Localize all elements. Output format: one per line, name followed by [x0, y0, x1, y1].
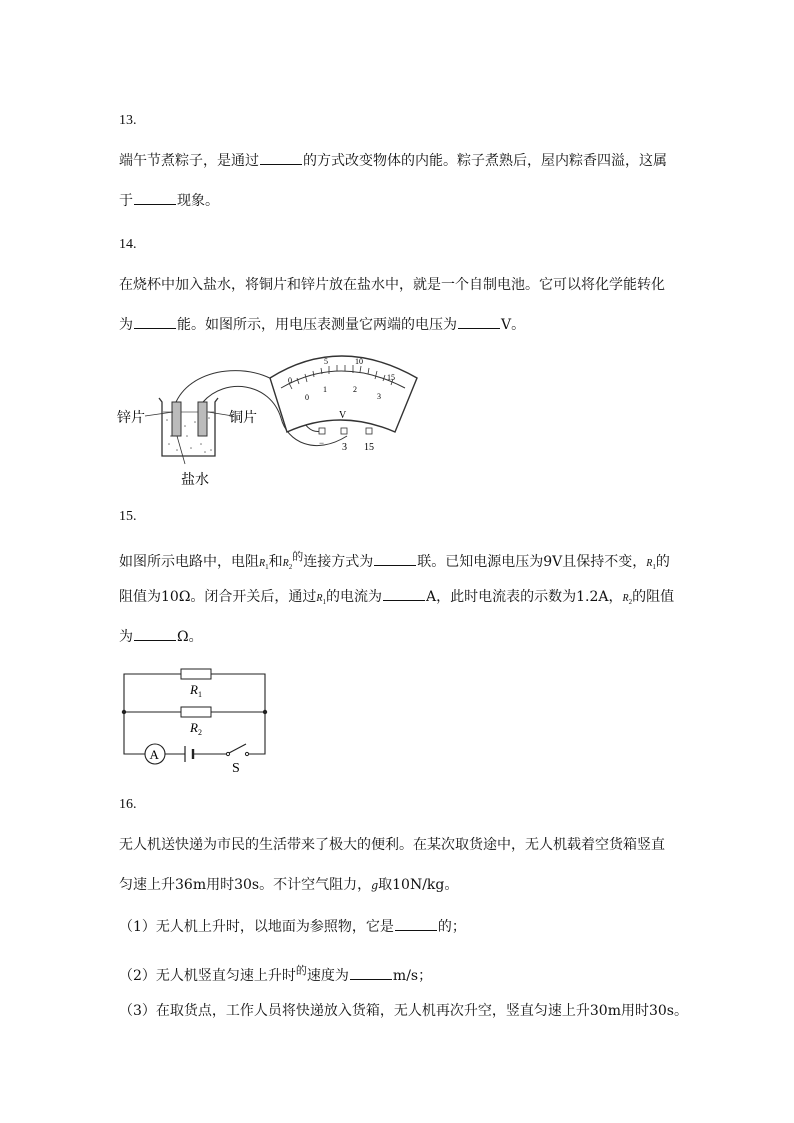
r1-label: $R_1$ [190, 682, 202, 699]
q16-part2-text-a: （2）无人机竖直匀速上升时 [119, 968, 296, 984]
q15-text-a: 如图所示电路中，电阻 [119, 554, 259, 570]
q13-text-c: 于 [119, 193, 133, 209]
salt-label: 盐水 [181, 473, 209, 488]
q16-blank-2[interactable] [350, 967, 392, 980]
zinc-label: 锌片 [117, 411, 145, 426]
q14-text-a: 为 [119, 317, 133, 333]
q14-text-c: V。 [501, 317, 526, 333]
q15-blank-2[interactable] [383, 588, 425, 601]
q14-text-b: 能。如图所示，用电压表测量它两端的电压为 [177, 317, 457, 333]
switch-label: S [232, 761, 240, 776]
q16-line1: 无人机送快递为市民的生活带来了极大的便利。在某次取货途中，无人机载着空货箱竖直 [119, 837, 665, 853]
q15-text-d: 联。已知电源电压为9V且保持不变， [417, 554, 647, 570]
q15-text-h: A，此时电流表的示数为1.2A， [426, 589, 623, 605]
q13-line2 [119, 192, 219, 210]
q16-part3: （3）在取货点，工作人员将快递放入货箱，无人机再次升空，竖直匀速上升30m用时30s。 [119, 1003, 688, 1019]
switch-lever [229, 744, 246, 753]
q16-text-a: 匀速上升36m用时30s。不计空气阻力， [119, 877, 372, 893]
bottom-scale-0: 0 [305, 393, 309, 402]
r2-label: $R_2$ [190, 720, 202, 737]
q13-line1 [119, 152, 667, 170]
copper-plate [198, 402, 207, 436]
q15-line1 [119, 548, 670, 576]
resistor-r1 [181, 669, 211, 679]
q15-number: 15. [119, 509, 137, 524]
q15-text-e: 的 [655, 554, 670, 570]
ammeter-label: A [149, 747, 159, 762]
q13-blank-2[interactable] [134, 192, 176, 205]
q16-part2 [119, 962, 432, 985]
q15-text-c: 连接方式为 [303, 554, 374, 570]
terminal-3: 3 [342, 442, 347, 453]
copper-label: 铜片 [229, 411, 257, 426]
q15-text-g: 的电流为 [326, 589, 383, 605]
q16-part1-text-b: 的； [437, 919, 466, 935]
bottom-scale-1: 1 [323, 385, 327, 394]
q16-part2-text-c: m/s； [392, 968, 433, 984]
q16-part1-text-a: （1）无人机上升时，以地面为参照物，它是 [119, 919, 394, 935]
bottom-scale-2: 2 [353, 385, 357, 394]
q15-de: 的 [292, 550, 304, 563]
q16-part2-de: 的 [295, 964, 307, 977]
q14-blank-2[interactable] [458, 316, 500, 329]
q13-blank-1[interactable] [260, 152, 302, 165]
terminal-negative: − [319, 438, 325, 448]
zinc-leader [145, 412, 173, 416]
switch-contact [245, 752, 248, 755]
top-scale-10: 10 [355, 357, 363, 366]
q15-text-j: 为 [119, 629, 133, 645]
r2-symbol: $R_2$ [282, 558, 293, 571]
beaker [159, 398, 218, 456]
q15-blank-1[interactable] [374, 553, 416, 566]
r2-symbol-2: $R_2$ [622, 593, 633, 606]
salt-leader [177, 436, 185, 464]
node-right [263, 710, 267, 714]
q15-text-i: 的阻值 [632, 589, 675, 605]
q16-line2 [119, 876, 458, 895]
q15-text-f: 阻值为10Ω。闭合开关后，通过 [119, 589, 317, 605]
zinc-plate [172, 402, 181, 436]
q16-g-symbol: g [371, 879, 379, 892]
battery-voltmeter-figure [115, 352, 425, 492]
q13-number: 13. [119, 113, 137, 128]
q15-and: 和 [268, 554, 283, 570]
q16-blank-1[interactable] [395, 918, 437, 931]
q13-text-d: 现象。 [177, 193, 219, 209]
q15-line2 [119, 588, 674, 611]
q16-part1 [119, 918, 466, 936]
top-scale-0: 0 [288, 376, 292, 385]
q15-line3 [119, 628, 203, 646]
q16-number: 16. [119, 797, 137, 812]
r1-symbol-3: $R_1$ [316, 593, 327, 606]
voltmeter-label: V [339, 410, 347, 421]
q15-blank-3[interactable] [134, 628, 176, 641]
q16-text-b: 取10N/kg。 [378, 877, 459, 893]
q13-text-b: 的方式改变物体的内能。粽子煮熟后，屋内粽香四溢，这属 [303, 153, 667, 169]
q14-blank-1[interactable] [134, 316, 176, 329]
q16-part2-text-b: 速度为 [306, 968, 349, 984]
q14-line2 [119, 316, 525, 334]
q13-text-a: 端午节煮粽子，是通过 [119, 153, 259, 169]
q15-text-k: Ω。 [177, 629, 203, 645]
terminal-15: 15 [364, 442, 374, 453]
q14-number: 14. [119, 237, 137, 252]
top-scale-15: 15 [387, 373, 395, 382]
resistor-r2 [181, 707, 211, 717]
bottom-scale-3: 3 [377, 392, 381, 401]
terminals [319, 428, 372, 434]
r1-symbol: $R_1$ [259, 558, 269, 571]
q14-line1: 在烧杯中加入盐水，将铜片和锌片放在盐水中，就是一个自制电池。它可以将化学能转化 [119, 277, 665, 293]
node-left [122, 710, 126, 714]
r1-symbol-2: $R_1$ [646, 558, 656, 571]
top-scale-5: 5 [324, 357, 328, 366]
circuit-figure [115, 664, 275, 776]
